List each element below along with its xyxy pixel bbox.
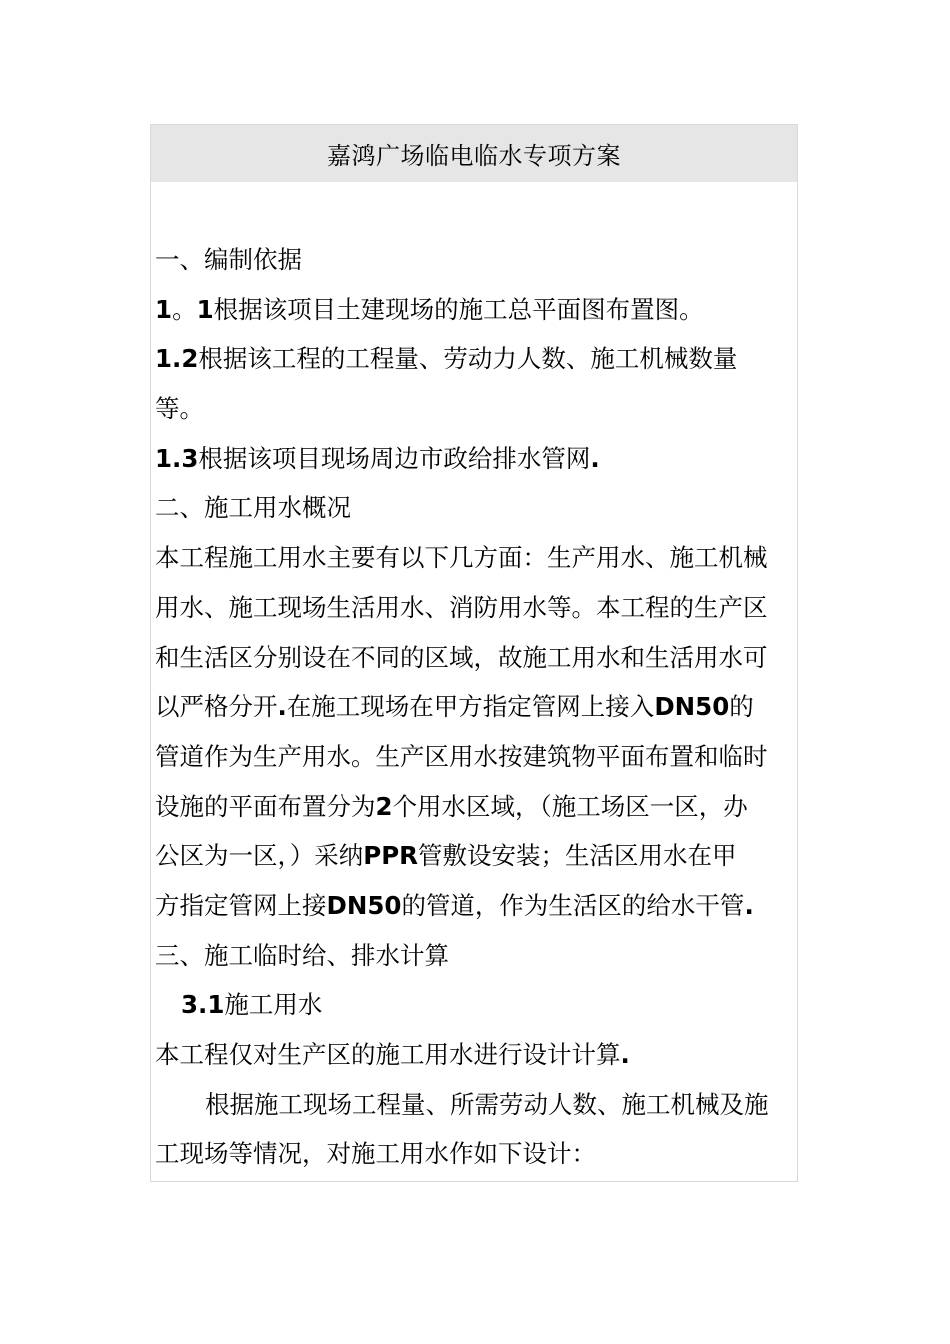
paragraph-line: 用水、施工现场生活用水、消防用水等。本工程的生产区 — [155, 592, 768, 622]
document-title: 嘉鸿广场临电临水专项方案 — [151, 125, 797, 182]
paragraph-line: 和生活区分别设在不同的区域，故施工用水和生活用水可 — [155, 642, 768, 672]
paragraph-line: 管道作为生产用水。生产区用水按建筑物平面布置和临时 — [155, 741, 768, 771]
section-heading: 二、施工用水概况 — [155, 493, 351, 523]
paragraph-line: 1。1根据该项目土建现场的施工总平面图布置图。 — [155, 294, 704, 324]
paragraph-line: 公区为一区，）采纳PPR管敷设安装；生活区用水在甲 — [155, 841, 737, 871]
paragraph-line: 1.3根据该项目现场周边市政给排水管网. — [155, 443, 600, 473]
subsection-heading: 3.1施工用水 — [181, 990, 323, 1020]
paragraph-line: 等。 — [155, 394, 204, 424]
paragraph-line: 根据施工现场工程量、所需劳动人数、施工机械及施 — [205, 1089, 769, 1119]
paragraph-line: 1.2根据该工程的工程量、劳动力人数、施工机械数量 — [155, 344, 738, 374]
document-body — [155, 235, 800, 1179]
document-frame — [150, 124, 798, 1182]
paragraph-line: 方指定管网上接DN50的管道，作为生活区的给水干管. — [155, 890, 754, 920]
paragraph-line: 以严格分开.在施工现场在甲方指定管网上接入DN50的 — [155, 692, 754, 722]
section-heading: 三、施工临时给、排水计算 — [155, 940, 449, 970]
paragraph-line: 本工程施工用水主要有以下几方面：生产用水、施工机械 — [155, 543, 768, 573]
paragraph-line: 本工程仅对生产区的施工用水进行设计计算. — [155, 1040, 630, 1069]
paragraph-line: 设施的平面布置分为2个用水区域，（施工场区一区，办 — [155, 791, 748, 821]
section-heading: 一、编制依据 — [155, 245, 302, 274]
paragraph-line: 工现场等情况，对施工用水作如下设计： — [155, 1139, 596, 1169]
